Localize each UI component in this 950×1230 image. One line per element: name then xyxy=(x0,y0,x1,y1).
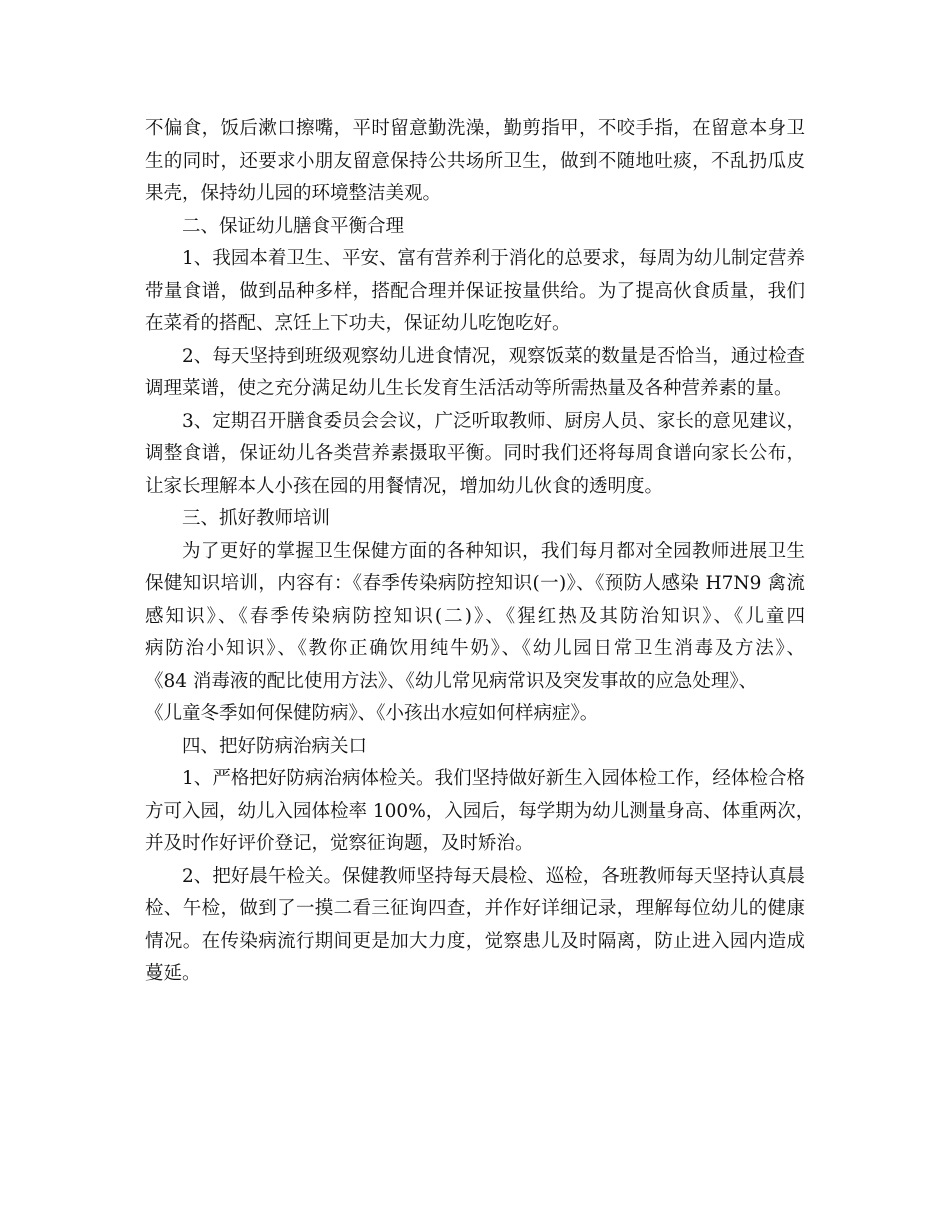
text-line: 2、把好晨午检关。保健教师坚持每天晨检、巡检，各班教师每天坚持认真晨 xyxy=(182,865,805,887)
text-line: 保健知识培训，内容有：《春季传染病防控知识(一)》、《预防人感染 H7N9 禽流 xyxy=(145,573,805,594)
text-line: 果壳，保持幼儿园的环境整洁美观。 xyxy=(145,183,442,204)
text-line: 二、保证幼儿膳食平衡合理 xyxy=(182,215,405,237)
text-line: 《84 消毒液的配比使用方法》、《幼儿常见病常识及突发事故的应急处理》、 xyxy=(145,670,758,692)
text-line: 检、午检，做到了一摸二看三征询四查，并作好详细记录，理解每位幼儿的健康 xyxy=(145,898,805,919)
text-line: 四、把好防病治病关口 xyxy=(182,735,368,757)
text-line: 蔓延。 xyxy=(145,963,201,984)
text-line: 调理菜谱，使之充分满足幼儿生长发育生活活动等所需热量及各种营养素的量。 xyxy=(145,378,793,399)
text-line: 1、严格把好防病治病体检关。我们坚持做好新生入园体检工作，经体检合格 xyxy=(182,768,805,789)
text-line: 为了更好的掌握卫生保健方面的各种知识，我们每月都对全园教师进展卫生 xyxy=(182,540,805,562)
text-line: 在菜肴的搭配、烹饪上下功夫，保证幼儿吃饱吃好。 xyxy=(145,313,571,334)
text-line: 不偏食，饭后漱口擦嘴，平时留意勤洗澡，勤剪指甲，不咬手指，在留意本身卫 xyxy=(145,118,805,139)
text-line: 带量食谱，做到品种多样，搭配合理并保证按量供给。为了提高伙食质量，我们 xyxy=(145,280,805,302)
text-line: 并及时作好评价登记，觉察征询题，及时矫治。 xyxy=(145,833,534,854)
text-line: 调整食谱，保证幼儿各类营养素摄取平衡。同时我们还将每周食谱向家长公布， xyxy=(145,443,805,464)
text-line: 情况。在传染病流行期间更是加大力度，觉察患儿及时隔离，防止进入园内造成 xyxy=(145,930,805,952)
text-line: 1、我园本着卫生、平安、富有营养利于消化的总要求，每周为幼儿制定营养 xyxy=(182,248,805,269)
text-line: 3、定期召开膳食委员会会议，广泛听取教师、厨房人员、家长的意见建议， xyxy=(182,410,805,432)
document-body xyxy=(145,113,815,991)
text-line: 病防治小知识》、《教你正确饮用纯牛奶》、《幼儿园日常卫生消毒及方法》、 xyxy=(145,638,805,659)
text-line: 生的同时，还要求小朋友留意保持公共场所卫生，做到不随地吐痰，不乱扔瓜皮 xyxy=(145,150,805,172)
text-line: 让家长理解本人小孩在园的用餐情况，增加幼儿伙食的透明度。 xyxy=(145,475,664,497)
text-line: 感知识》、《春季传染病防控知识(二)》、《猩红热及其防治知识》、《儿童四 xyxy=(145,605,805,627)
text-line: 三、抓好教师培训 xyxy=(182,508,331,529)
text-line: 方可入园，幼儿入园体检率 100%，入园后，每学期为幼儿测量身高、体重两次， xyxy=(145,800,815,822)
text-line: 《儿童冬季如何保健防病》、《小孩出水痘如何样病症》。 xyxy=(145,703,599,724)
text-line: 2、每天坚持到班级观察幼儿进食情况，观察饭菜的数量是否恰当，通过检查 xyxy=(182,345,805,367)
